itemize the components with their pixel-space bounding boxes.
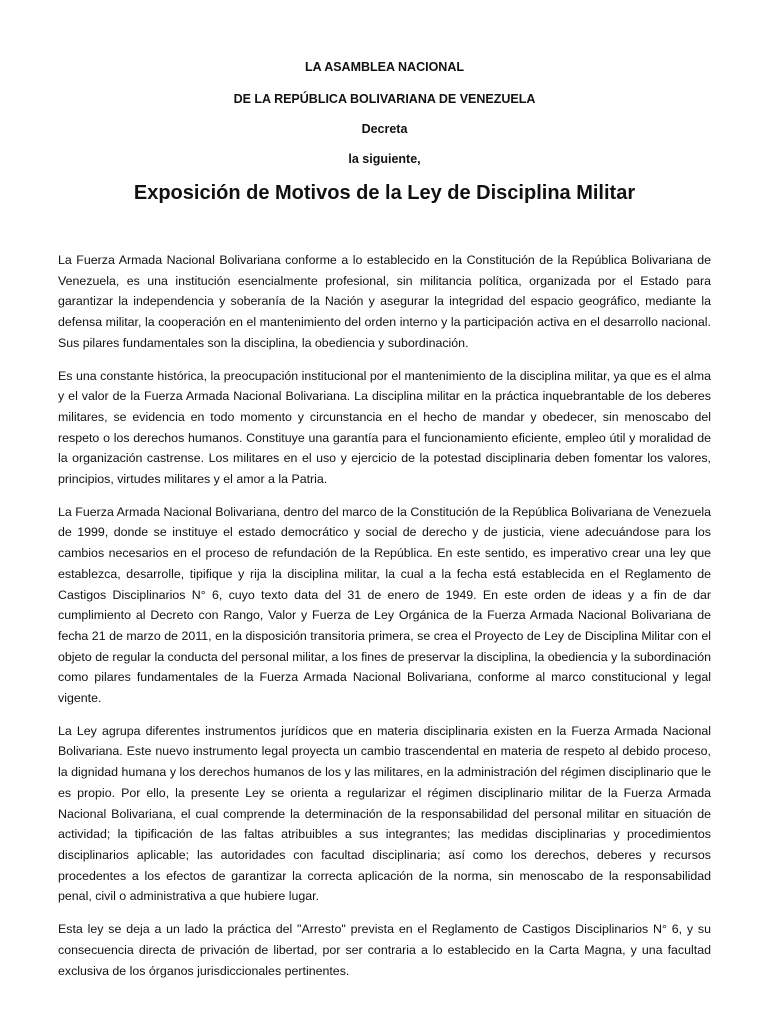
paragraph-2: Es una constante histórica, la preocupación institucional por el mantenimiento de la disciplina militar, ya que es el alma y el valor de la Fuerza Armada Nacional Bolivariana. La disciplina militar en la práctica inquebrantable de los deberes militares, se evidencia en todo momento y circunstancia en el hecho de mandar y obedecer, sin menoscabo del respeto o los derechos humanos. Constituye una garantía para el funcionamiento eficiente, empleo útil y moralidad de la organización castrense. Los militares en el uso y ejercicio de la potestad disciplinaria deben fomentar los valores, principios, virtudes militares y el amor a la Patria. <box>58 368 711 487</box>
header-siguiente: la siguiente, <box>348 152 421 166</box>
paragraph-1: La Fuerza Armada Nacional Bolivariana conforme a lo establecido en la Constitución de la República Bolivariana de Venezuela, es una institución esencialmente profesional, sin militancia política, organizada por el Estado para garantizar la independencia y soberanía de la Nación y asegurar la integridad del espacio geográfico, mediante la defensa militar, la cooperación en el mantenimiento del orden interno y la participación activa en el desarrollo nacional. Sus pilares fundamentales son la disciplina, la obediencia y subordinación. <box>58 253 711 350</box>
document-body <box>58 250 711 993</box>
paragraph-5: Esta ley se deja a un lado la práctica del "Arresto" prevista en el Reglamento de Castigos Disciplinarios N° 6, y su consecuencia directa de privación de libertad, por ser contraria a lo establecido en la Carta Magna, y una facultad exclusiva de los órganos jurisdiccionales pertinentes. <box>58 922 711 978</box>
header-decreta: Decreta <box>361 122 408 136</box>
document-title: Exposición de Motivos de la Ley de Disciplina Militar <box>133 182 636 204</box>
header-republic: DE LA REPÚBLICA BOLIVARIANA DE VENEZUELA <box>233 92 536 106</box>
paragraph-3: La Fuerza Armada Nacional Bolivariana, dentro del marco de la Constitución de la República Bolivariana de Venezuela de 1999, donde se instituye el estado democrático y social de derecho y de justicia, viene adecuándose para los cambios necesarios en el proceso de refundación de la República. En este sentido, es imperativo crear una ley que establezca, desarrolle, tipifique y rija la disciplina militar, la cual a la fecha está establecida en el Reglamento de Castigos Disciplinarios N° 6, cuyo texto data del 31 de enero de 1949. En este orden de ideas y a fin de dar cumplimiento al Decreto con Rango, Valor y Fuerza de Ley Orgánica de la Fuerza Armada Nacional Bolivariana de fecha 21 de marzo de 2011, en la disposición transitoria primera, se crea el Proyecto de Ley de Disciplina Militar con el objeto de regular la conducta del personal militar, a los fines de preservar la disciplina, la obediencia y la subordinación como pilares fundamentales de la Fuerza Armada Nacional Bolivariana, conforme al marco constitucional y legal vigente. <box>58 504 711 706</box>
paragraph-4: La Ley agrupa diferentes instrumentos jurídicos que en materia disciplinaria existen en la Fuerza Armada Nacional Bolivariana. Este nuevo instrumento legal proyecta un cambio trascendental en materia de respeto al debido proceso, la dignidad humana y los derechos humanos de los y las militares, en la administración del régimen disciplinario que le es propio. Por ello, la presente Ley se orienta a regularizar el régimen disciplinario militar de la Fuerza Armada Nacional Bolivariana, el cual comprende la determinación de la responsabilidad del personal militar en situación de actividad; la tipificación de las faltas atribuibles a sus integrantes; las medidas disciplinarias y procedimientos disciplinarios aplicable; las autoridades con facultad disciplinaria; así como los derechos, deberes y recursos procedentes a los efectos de garantizar la correcta aplicación de la norma, sin menoscabo de la responsabilidad penal, civil o administrativa a que hubiere lugar. <box>58 723 711 904</box>
document-page <box>58 0 711 1024</box>
header-assembly: LA ASAMBLEA NACIONAL <box>304 60 464 74</box>
